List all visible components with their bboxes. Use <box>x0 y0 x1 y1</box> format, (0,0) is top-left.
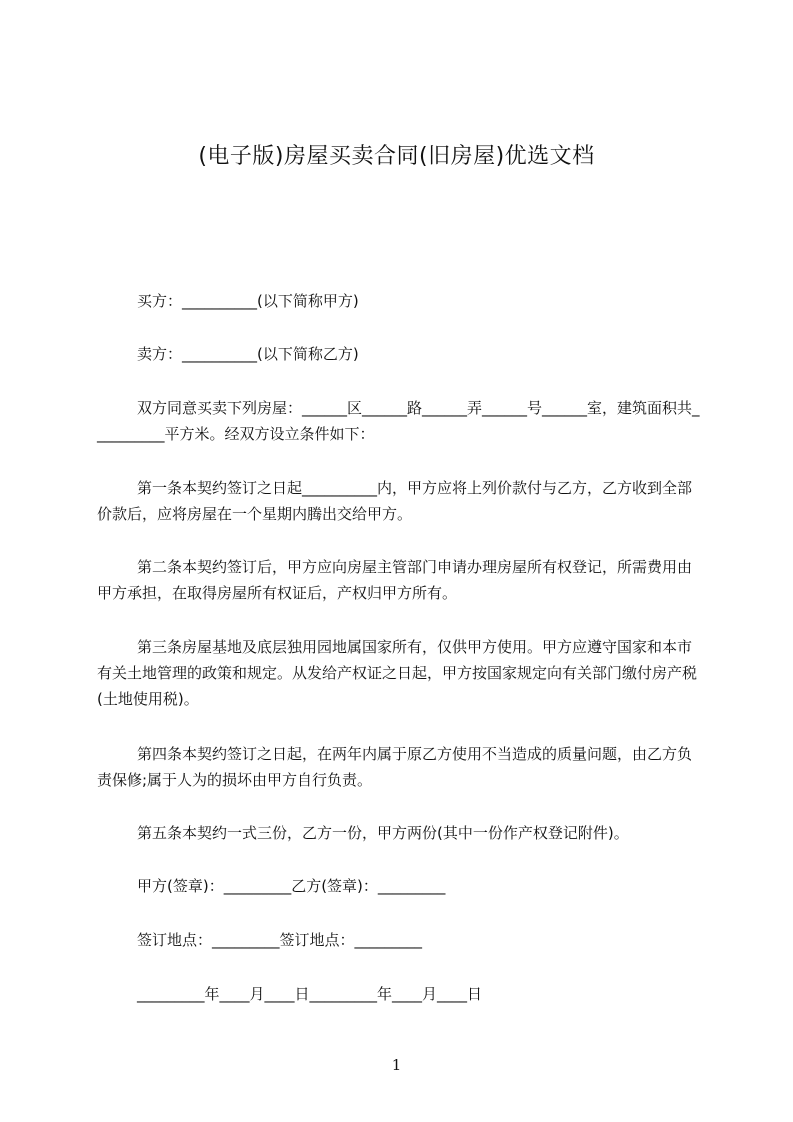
page-title: (电子版)房屋买卖合同(旧房屋)优选文档 <box>198 144 595 169</box>
clause-4: 第四条本契约签订之日起，在两年内属于原乙方使用不当造成的质量问题，由乙方负责保修;属于人为的损坏由甲方自行负责。 <box>97 745 693 789</box>
clause-5: 第五条本契约一式三份，乙方一份，甲方两份(其中一份作产权登记附件)。 <box>137 824 629 842</box>
clause-3: 第三条房屋基地及底层独用园地属国家所有，仅供甲方使用。甲方应遵守国家和本市有关土地管理的政策和规定。从发给产权证之日起，甲方按国家规定向有关部门缴付房产税(土地使用税)。 <box>97 638 698 708</box>
signature-line: 甲方(签章)：_________乙方(签章)：_________ <box>137 877 446 895</box>
buyer-line: 买方：__________(以下简称甲方) <box>137 292 359 310</box>
date-line: _________年____月____日_________年____月____日 <box>137 985 483 1003</box>
clause-2: 第二条本契约签订后，甲方应向房屋主管部门申请办理房屋所有权登记，所需费用由甲方承担，在取得房屋所有权证后，产权归甲方所有。 <box>97 558 693 602</box>
clause-1: 第一条本契约签订之日起__________内，甲方应将上列价款付与乙方，乙方收到全部价款后，应将房屋在一个星期内腾出交给甲方。 <box>97 479 693 523</box>
signing-place-line: 签订地点：_________签订地点：_________ <box>137 931 423 949</box>
agreement-intro: 双方同意买卖下列房屋：______区______路______弄______号______室，建筑面积共__________平方米。经双方设立条件如下： <box>97 399 700 443</box>
seller-line: 卖方：__________(以下简称乙方) <box>137 345 359 363</box>
page-number: 1 <box>391 1056 402 1074</box>
